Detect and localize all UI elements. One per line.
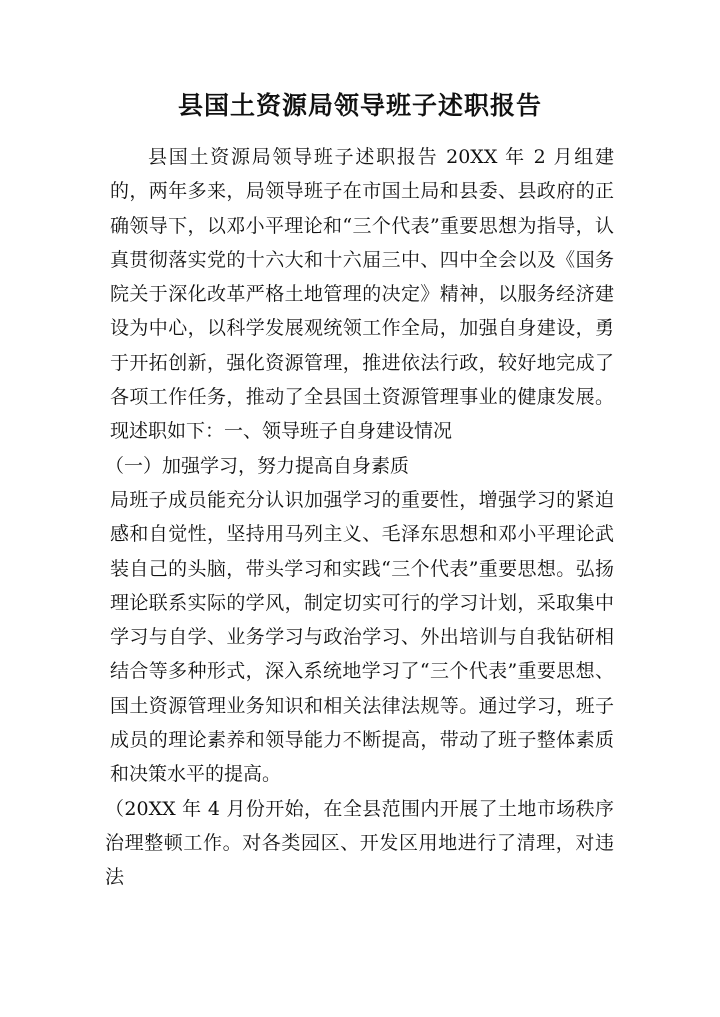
section-heading-study: （一）加强学习，努力提高自身素质: [105, 454, 410, 477]
paragraph-intro: 县国土资源局领导班子述职报告 20XX 年 2 月组建的，两年多来，局领导班子在市国土局和县委、县政府的正确领导下，以邓小平理论和“三个代表”重要思想为指导，认真贯彻落实党的十六大和十六届三中、四中全会以及《国务院关于深化改革严格土地管理的决定》精神，以服务经济建设为中心，以科学发展观统领工作全局，加强自身建设，勇于开拓创新，强化资源管理，推进依法行政，较好地完成了各项工作任务，推动了全县国土资源管理事业的健康发展。现述职如下：一、领导班子自身建设情况: [110, 146, 614, 443]
document-title: 县国土资源局领导班子述职报告: [177, 91, 542, 120]
paragraph-study: 局班子成员能充分认识加强学习的重要性，增强学习的紧迫感和自觉性，坚持用马列主义、毛泽东思想和邓小平理论武装自己的头脑，带头学习和实践“三个代表”重要思想。弘扬理论联系实际的学风，制定切实可行的学习计划，采取集中学习与自学、业务学习与政治学习、外出培训与自我钻研相结合等多种形式，深入系统地学习了“三个代表”重要思想、国土资源管理业务知识和相关法律法规等。通过学习，班子成员的理论素养和领导能力不断提高，带动了班子整体素质和决策水平的提高。: [110, 488, 614, 786]
document-body: [105, 140, 614, 895]
paragraph-land-market: （20XX 年 4 月份开始，在全县范围内开展了土地市场秩序治理整顿工作。对各类园区、开发区用地进行了清理，对违法: [105, 797, 614, 889]
